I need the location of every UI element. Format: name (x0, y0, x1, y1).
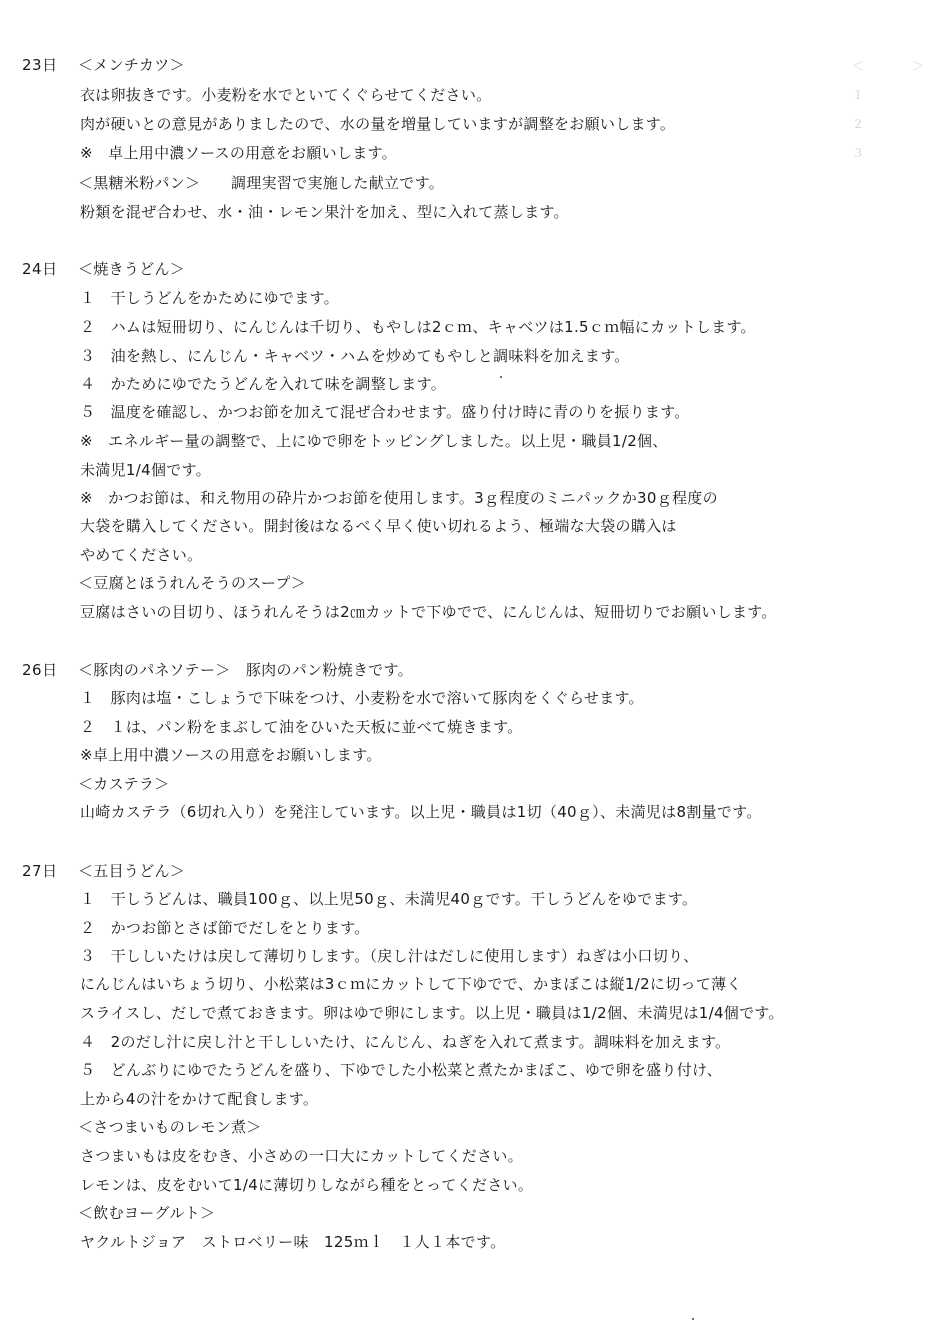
menu-heading: ＜豚肉のパネソテー＞ 豚肉のパン粉焼きです。 (78, 661, 413, 679)
note-line: やめてください。 (80, 546, 203, 564)
step-line: １ 干しうどんは、職員100ｇ、以上児50ｇ、未満児40ｇです。干しうどんをゆでます。 (80, 890, 698, 908)
text-line: レモンは、皮をむいて1/4に薄切りしながら種をとってください。 (80, 1176, 534, 1194)
note-line: ※ 卓上用中濃ソースの用意をお願いします。 (80, 144, 397, 162)
note-line: ※ かつお節は、和え物用の砕片かつお節を使用します。3ｇ程度のミニパックか30ｇ程度の (80, 489, 718, 507)
step-line: ２ １は、パン粉をまぶして油をひいた天板に並べて焼きます。 (80, 718, 523, 736)
text-line: 山崎カステラ（6切れ入り）を発注しています。以上児・職員は1切（40ｇ）、未満児は8割量です。 (80, 803, 762, 821)
menu-heading: ＜さつまいものレモン煮＞ (78, 1118, 262, 1136)
text-line: スライスし、だしで煮ておきます。卵はゆで卵にします。以上児・職員は1/2個、未満児は1/4個です。 (80, 1004, 784, 1022)
note-line: 未満児1/4個です。 (80, 461, 211, 479)
bleed-through-text-right: ＜ ＞ １ ２ ３ (852, 59, 937, 160)
text-line: 上から4の汁をかけて配食します。 (80, 1090, 319, 1108)
note-line: ※ エネルギー量の調整で、上にゆで卵をトッピングしました。以上児・職員1/2個、 (80, 432, 668, 450)
text-line: 豆腐はさいの目切り、ほうれんそうは2㎝カットで下ゆでで、にんじんは、短冊切りでお願いします。 (80, 603, 777, 621)
day-label: 27日 (22, 862, 58, 880)
step-line: ５ どんぶりにゆでたうどんを盛り、下ゆでした小松菜と煮たかまぼこ、ゆで卵を盛り付け、 (80, 1061, 723, 1079)
text-line: さつまいもは皮をむき、小さめの一口大にカットしてください。 (80, 1147, 523, 1165)
day-label: 26日 (22, 661, 58, 679)
step-line: ２ ハムは短冊切り、にんじんは千切り、もやしは2ｃｍ、キャベツは1.5ｃｍ幅にカットします。 (80, 318, 756, 336)
menu-heading: ＜五目うどん＞ (78, 862, 186, 880)
scan-speck (500, 376, 502, 378)
step-line: ３ 干ししいたけは戻して薄切りします。（戻し汁はだしに使用します）ねぎは小口切り、 (80, 947, 699, 965)
day-label: 23日 (22, 56, 58, 74)
step-line: ５ 温度を確認し、かつお節を加えて混ぜ合わせます。盛り付け時に青のりを振ります。 (80, 403, 690, 421)
scan-speck (692, 1318, 694, 1320)
text-line: 粉類を混ぜ合わせ、水・油・レモン果汁を加え、型に入れて蒸します。 (80, 203, 569, 221)
note-line: ※卓上用中濃ソースの用意をお願いします。 (80, 746, 382, 764)
menu-heading: ＜メンチカツ＞ (78, 56, 185, 74)
step-line: ４ 2のだし汁に戻し汁と干ししいたけ、にんじん、ねぎを入れて煮ます。調味料を加えます。 (80, 1033, 731, 1051)
text-line: ヤクルトジョア ストロベリー味 125ｍｌ １人１本です。 (80, 1233, 506, 1251)
text-line: にんじんはいちょう切り、小松菜は3ｃｍにカットして下ゆでで、かまぼこは縦1/2に切って薄く (80, 975, 742, 993)
menu-heading: ＜豆腐とほうれんそうのスープ＞ (78, 574, 307, 592)
step-line: ４ かためにゆでたうどんを入れて味を調整します。 (80, 375, 447, 393)
step-line: ２ かつお節とさば節でだしをとります。 (80, 919, 370, 937)
step-line: １ 干しうどんをかためにゆでます。 (80, 289, 339, 307)
menu-heading: ＜焼きうどん＞ (78, 260, 186, 278)
text-line: 衣は卵抜きです。小麦粉を水でといてくぐらせてください。 (80, 86, 492, 104)
menu-heading: ＜飲むヨーグルト＞ (78, 1204, 216, 1222)
menu-heading: ＜カステラ＞ (78, 775, 170, 793)
text-line: 肉が硬いとの意見がありましたので、水の量を増量していますが調整をお願いします。 (80, 115, 676, 133)
step-line: １ 豚肉は塩・こしょうで下味をつけ、小麦粉を水で溶いて豚肉をくぐらせます。 (80, 689, 644, 707)
note-line: 大袋を購入してください。開封後はなるべく早く使い切れるよう、極端な大袋の購入は (80, 517, 677, 535)
menu-heading: ＜黒糖米粉パン＞ 調理実習で実施した献立です。 (78, 174, 445, 192)
step-line: ３ 油を熱し、にんじん・キャベツ・ハムを炒めてもやしと調味料を加えます。 (80, 347, 630, 365)
day-label: 24日 (22, 260, 58, 278)
